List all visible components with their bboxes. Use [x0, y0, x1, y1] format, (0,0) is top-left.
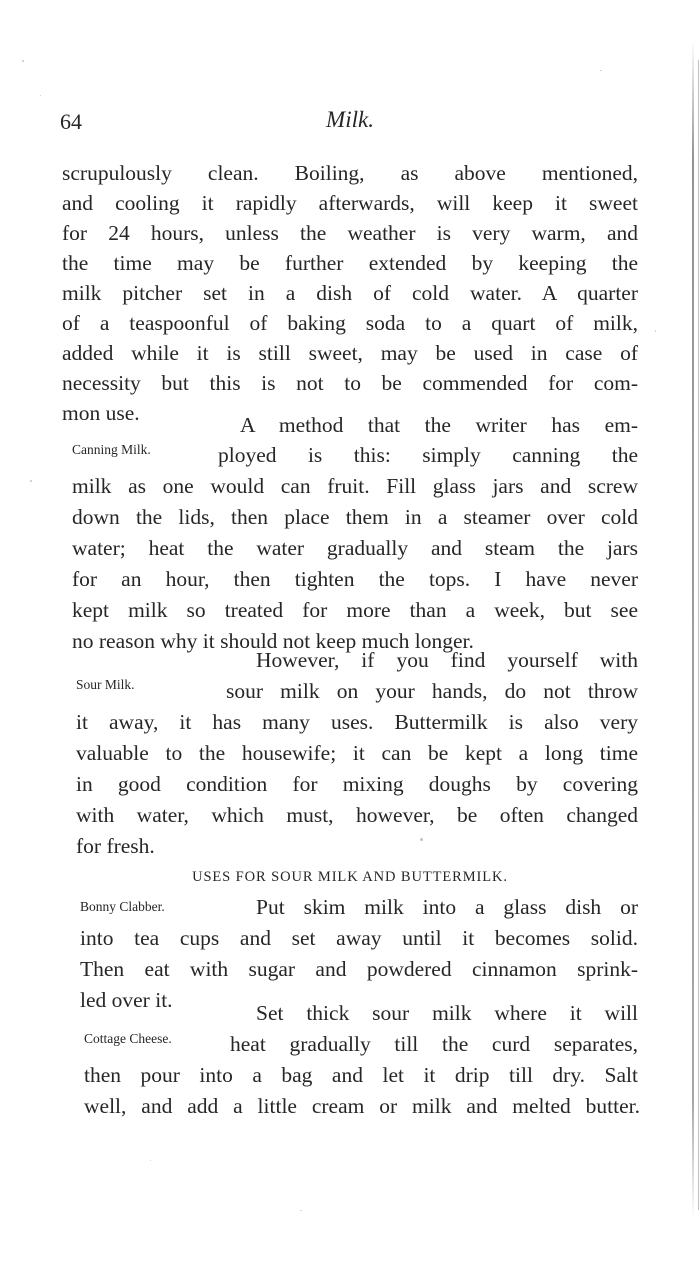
- running-title: Milk.: [326, 107, 374, 132]
- side-label-canning-milk: Canning Milk.: [72, 442, 151, 457]
- scan-speck: [600, 70, 602, 71]
- text-line: in good condition for mixing doughs by covering: [76, 772, 638, 796]
- text-line: added while it is still sweet, may be used in case of: [62, 341, 638, 365]
- text-line: with water, which must, however, be often changed: [76, 803, 638, 827]
- text-line: kept milk so treated for more than a week, but see: [72, 598, 638, 622]
- text-line: water; heat the water gradually and steam the jars: [72, 536, 638, 560]
- scan-speck: [150, 1160, 151, 1161]
- page-number: 64: [60, 109, 82, 134]
- scan-speck: [300, 1210, 302, 1211]
- page-edge-line: [698, 60, 699, 1210]
- text-line: ployed is this: simply canning the: [218, 443, 638, 467]
- text-line: into tea cups and set away until it becomes solid.: [80, 926, 638, 950]
- text-line: down the lids, then place them in a steamer over cold: [72, 505, 638, 529]
- text-line: it away, it has many uses. Buttermilk is also very: [76, 710, 638, 734]
- text-line: Put skim milk into a glass dish or: [256, 895, 638, 919]
- text-line: However, if you find yourself with: [256, 648, 638, 672]
- text-line: well, and add a little cream or milk and melted butter.: [84, 1094, 640, 1118]
- scan-speck: [420, 838, 423, 841]
- text-line: then pour into a bag and let it drip till dry. Salt: [84, 1063, 638, 1087]
- text-line: mon use.: [62, 401, 140, 425]
- text-line: and cooling it rapidly afterwards, will keep it sweet: [62, 191, 638, 215]
- scan-speck: [655, 330, 656, 332]
- text-line: milk as one would can fruit. Fill glass jars and screw: [72, 474, 638, 498]
- text-line: milk pitcher set in a dish of cold water. A quarter: [62, 281, 638, 305]
- text-line: Then eat with sugar and powdered cinnamon sprink-: [80, 957, 638, 981]
- scan-speck: [30, 480, 32, 482]
- text-line: led over it.: [80, 988, 173, 1012]
- text-line: scrupulously clean. Boiling, as above mentioned,: [62, 161, 638, 185]
- scan-speck: [22, 60, 24, 62]
- text-line: Set thick sour milk where it will: [256, 1001, 638, 1025]
- text-line: valuable to the housewife; it can be kept a long time: [76, 741, 638, 765]
- text-line: of a teaspoonful of baking soda to a quart of milk,: [62, 311, 638, 335]
- text-line: heat gradually till the curd separates,: [230, 1032, 638, 1056]
- section-heading: USES FOR SOUR MILK AND BUTTERMILK.: [192, 869, 508, 885]
- text-line: for an hour, then tighten the tops. I have never: [72, 567, 638, 591]
- text-line: A method that the writer has em-: [240, 413, 638, 437]
- text-line: for fresh.: [76, 834, 155, 858]
- side-label-cottage-cheese: Cottage Cheese.: [84, 1031, 172, 1046]
- page-edge-shadow: [692, 40, 694, 1220]
- text-line: no reason why it should not keep much longer.: [72, 629, 474, 653]
- side-label-bonny-clabber: Bonny Clabber.: [80, 899, 165, 914]
- side-label-sour-milk: Sour Milk.: [76, 677, 135, 692]
- text-line: necessity but this is not to be commended for com-: [62, 371, 638, 395]
- text-line: sour milk on your hands, do not throw: [226, 679, 638, 703]
- text-line: for 24 hours, unless the weather is very warm, and: [62, 221, 638, 245]
- scan-speck: [40, 95, 41, 96]
- text-line: the time may be further extended by keeping the: [62, 251, 638, 275]
